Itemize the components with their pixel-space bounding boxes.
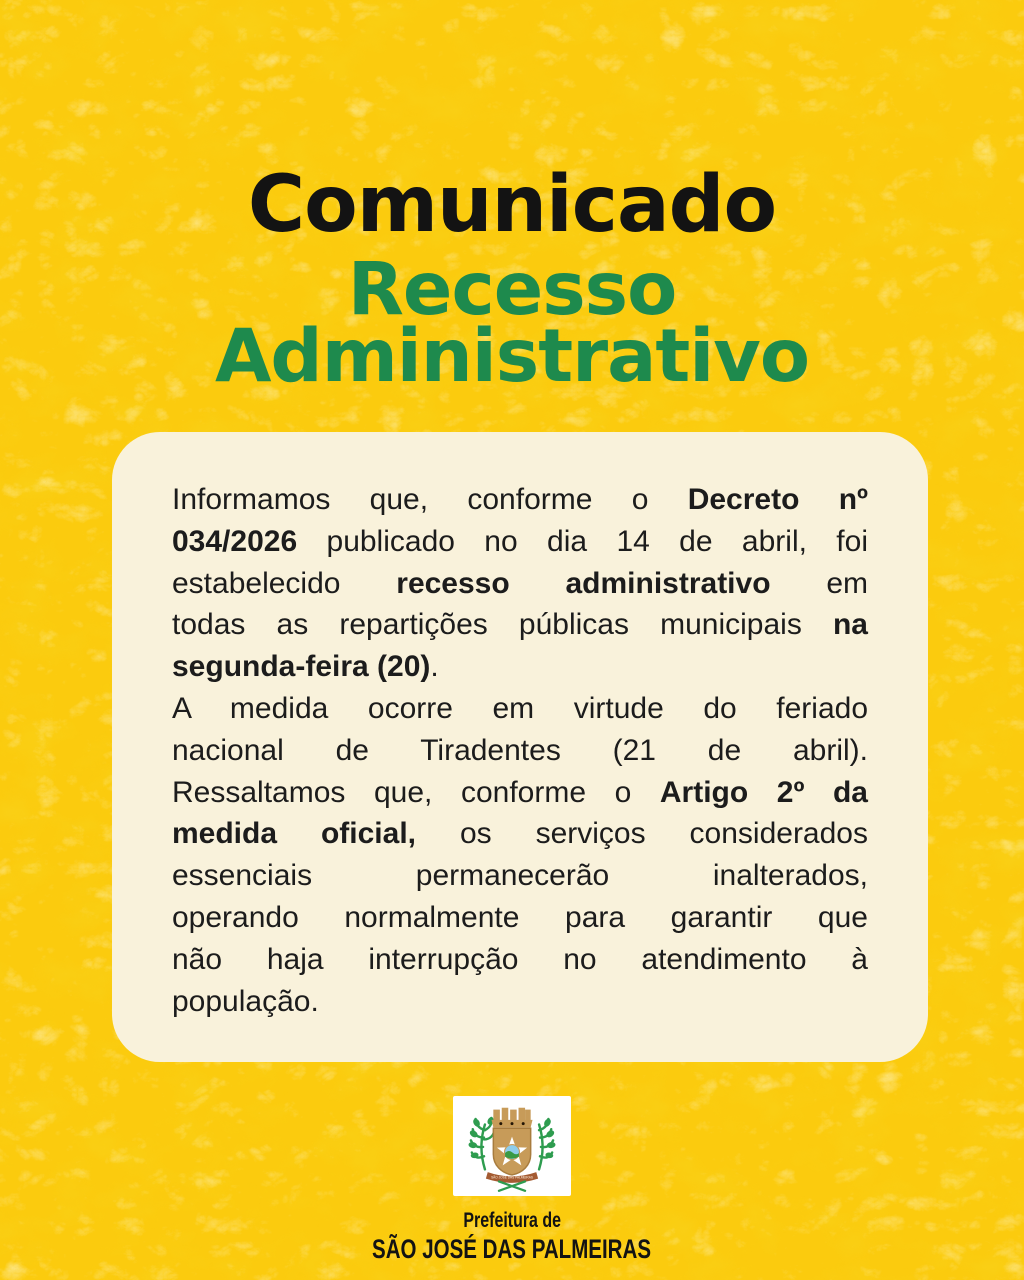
subtitle-line-1: Recesso <box>347 247 677 332</box>
announcement-body <box>172 479 868 1022</box>
footer-org-name-text: SÃO JOSÉ DAS PALMEIRAS <box>372 1234 652 1264</box>
announcement-card <box>112 432 928 1062</box>
body-line <box>172 521 868 563</box>
body-line <box>172 646 868 688</box>
body-text-bold: Decreto nº <box>687 483 868 516</box>
body-line <box>172 563 868 605</box>
body-line <box>172 479 868 521</box>
municipal-coat-of-arms-icon <box>453 1096 571 1196</box>
page-title: Comunicado <box>247 160 777 250</box>
body-line <box>172 939 868 981</box>
body-text: essenciais permanecerão inalterados, <box>172 859 868 893</box>
body-text: população. <box>172 984 319 1018</box>
subtitle-line-2: Administrativo <box>214 314 810 399</box>
body-text: Informamos que, conforme o <box>172 483 688 516</box>
body-line <box>172 730 868 772</box>
footer-org-prefix <box>448 1208 576 1233</box>
body-text-bold: 034/2026 <box>172 524 298 558</box>
body-text-bold: recesso administrativo <box>396 566 771 600</box>
body-text-bold: medida oficial, <box>172 817 416 851</box>
body-text: publicado no dia 14 de abril, foi <box>297 524 868 558</box>
body-line <box>172 604 868 646</box>
body-line <box>172 813 868 855</box>
body-line <box>172 897 868 939</box>
body-text: os serviços considerados <box>416 817 868 851</box>
body-line <box>172 772 868 814</box>
emblem-banner-text: SÃO JOSÉ DAS PALMEIRAS <box>491 1175 533 1180</box>
crown <box>491 1108 532 1128</box>
body-text: estabelecido <box>172 566 397 600</box>
footer-org-name <box>328 1234 695 1264</box>
body-text: Ressaltamos que, conforme o <box>172 775 660 809</box>
body-line <box>172 688 868 730</box>
body-line <box>172 855 868 897</box>
body-text-bold: segunda-feira (20) <box>172 650 431 684</box>
body-text: . <box>430 650 439 684</box>
body-text: em <box>770 566 868 600</box>
body-text: operando normalmente para garantir que <box>172 900 868 934</box>
body-text: nacional de Tiradentes (21 de abril). <box>172 733 868 767</box>
body-text: não haja interrupção no atendimento à <box>172 942 868 976</box>
footer-org-prefix-text: Prefeitura de <box>463 1209 561 1232</box>
body-text-bold: na <box>832 608 868 642</box>
poster-footer <box>0 1096 1024 1264</box>
body-text-bold: Artigo 2º da <box>659 775 868 809</box>
body-text: todas as repartições públicas municipais <box>172 608 833 642</box>
page-subtitle <box>0 247 1024 399</box>
body-text: A medida ocorre em virtude do feriado <box>172 691 868 725</box>
body-line <box>172 981 868 1023</box>
poster-header <box>0 160 1024 399</box>
